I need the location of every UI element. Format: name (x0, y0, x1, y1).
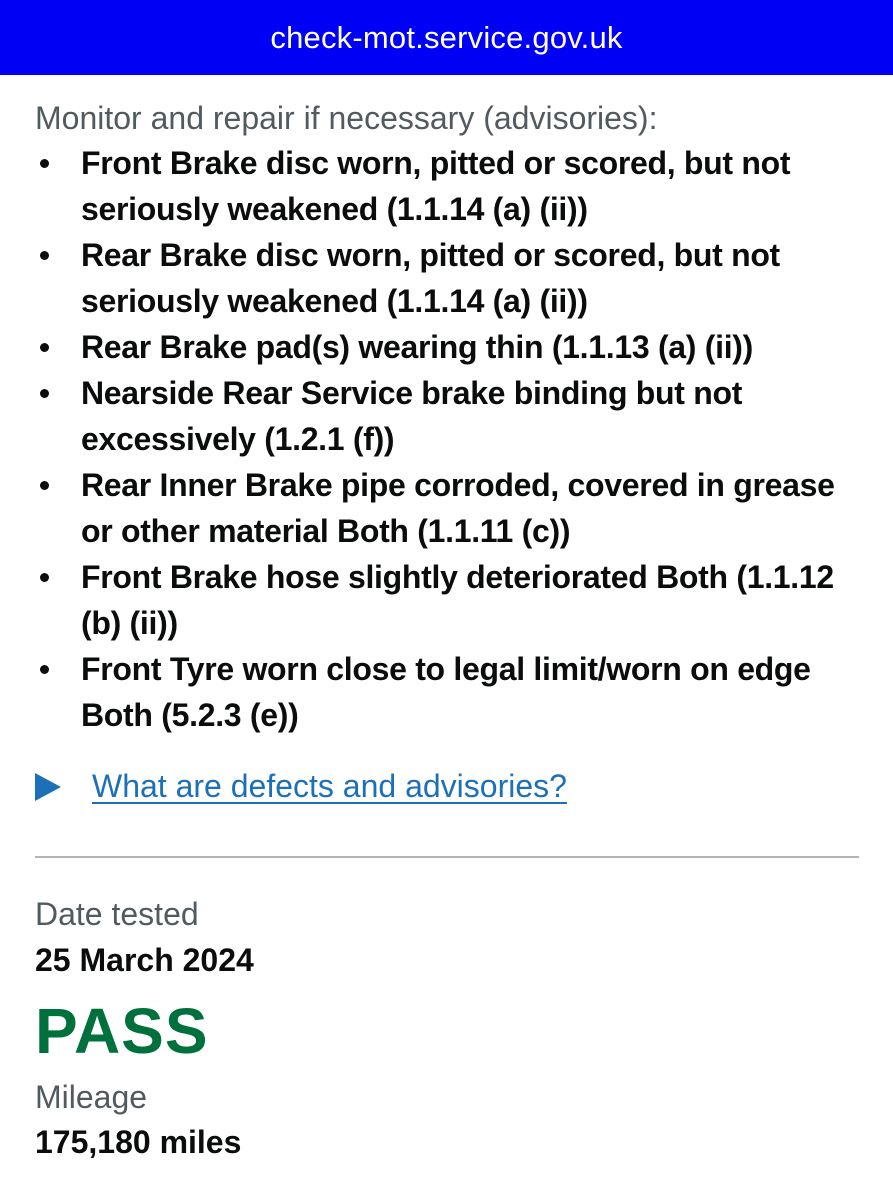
section-divider (35, 856, 859, 858)
advisory-item (35, 140, 865, 232)
triangle-right-icon[interactable] (35, 773, 61, 801)
advisory-text: Nearside Rear Service brake binding but not excessively (1.2.1 (f)) (81, 375, 743, 457)
test-result-status: PASS (35, 995, 209, 1067)
bullet-icon (40, 389, 49, 398)
advisory-text: Rear Brake disc worn, pitted or scored, but not seriously weakened (1.1.14 (a) (ii)) (81, 237, 780, 319)
advisory-text: Front Tyre worn close to legal limit/worn on edge Both (5.2.3 (e)) (81, 651, 811, 733)
url-text: check-mot.service.gov.uk (270, 19, 623, 55)
advisory-item (35, 462, 865, 554)
advisory-text: Rear Inner Brake pipe corroded, covered in grease or other material Both (1.1.11 (c)) (81, 467, 835, 549)
advisory-text: Front Brake hose slightly deteriorated Both (1.1.12 (b) (ii)) (81, 559, 834, 641)
bullet-icon (40, 343, 49, 352)
advisories-list (35, 140, 865, 738)
advisory-text: Rear Brake pad(s) wearing thin (1.1.13 (a) (ii)) (81, 329, 753, 365)
bullet-icon (40, 481, 49, 490)
bullet-icon (40, 159, 49, 168)
defects-advisories-details-toggle[interactable] (35, 768, 567, 805)
bullet-icon (40, 573, 49, 582)
advisories-heading: Monitor and repair if necessary (advisories): (35, 100, 658, 136)
date-tested-label: Date tested (35, 896, 199, 932)
advisory-text: Front Brake disc worn, pitted or scored, but not seriously weakened (1.1.14 (a) (ii)) (81, 145, 791, 227)
advisory-item (35, 646, 865, 738)
date-tested-value: 25 March 2024 (35, 942, 254, 978)
mot-test-result (35, 96, 865, 1160)
advisory-item (35, 370, 865, 462)
mileage-value: 175,180 miles (35, 1124, 242, 1160)
mileage-label: Mileage (35, 1079, 148, 1115)
advisory-item (35, 324, 865, 370)
url-bar[interactable] (0, 0, 893, 75)
advisory-item (35, 554, 865, 646)
details-summary-link[interactable]: What are defects and advisories? (92, 768, 567, 804)
advisory-item (35, 232, 865, 324)
bullet-icon (40, 251, 49, 260)
bullet-icon (40, 665, 49, 674)
